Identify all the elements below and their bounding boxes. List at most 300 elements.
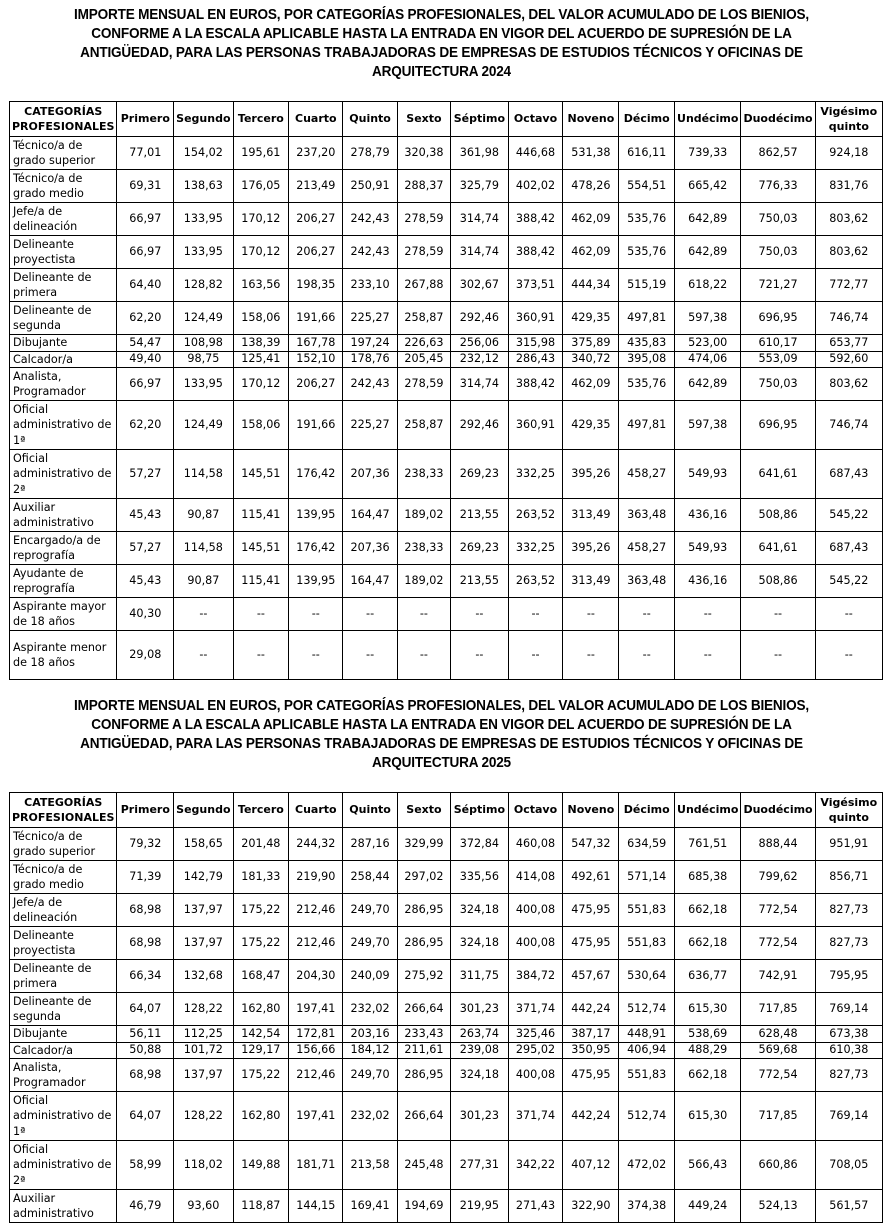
value-cell-noveno: 429,35	[563, 401, 619, 450]
value-cell-sexto: --	[397, 598, 450, 631]
value-cell-octavo: 371,74	[508, 1092, 563, 1141]
value-cell-noveno: 492,61	[563, 861, 619, 894]
value-cell-duodecimo: 696,95	[741, 401, 815, 450]
value-cell-sexto: --	[397, 631, 450, 680]
value-cell-tercero: 162,80	[233, 1092, 289, 1141]
title-line: CONFORME A LA ESCALA APLICABLE HASTA LA ENTRADA EN VIGOR DEL ACUERDO DE SUPRESIÓN DE LA	[91, 26, 792, 42]
value-cell-cuarto: 206,27	[289, 368, 343, 401]
value-cell-noveno: --	[563, 598, 619, 631]
column-header-octavo: Octavo	[508, 102, 563, 137]
value-cell-quinto: 164,47	[343, 499, 397, 532]
value-cell-tercero: 145,51	[233, 450, 289, 499]
value-cell-tercero: 175,22	[233, 1059, 289, 1092]
value-cell-quinto: 242,43	[343, 236, 397, 269]
value-cell-primero: 77,01	[117, 137, 174, 170]
value-cell-decimo: 458,27	[619, 532, 675, 565]
value-cell-tercero: 149,88	[233, 1141, 289, 1190]
value-cell-duodecimo: 776,33	[741, 170, 815, 203]
value-cell-noveno: 322,90	[563, 1190, 619, 1223]
header-row	[10, 793, 883, 828]
category-cell: Aspirante menor de 18 años	[10, 631, 117, 680]
value-cell-octavo: 388,42	[508, 236, 563, 269]
value-cell-quinto: 178,76	[343, 351, 397, 368]
value-cell-undecimo: 449,24	[675, 1190, 741, 1223]
value-cell-octavo: 360,91	[508, 302, 563, 335]
category-cell: Ayudante de reprografía	[10, 565, 117, 598]
value-cell-noveno: 442,24	[563, 993, 619, 1026]
value-cell-noveno: 475,95	[563, 894, 619, 927]
column-header-cuarto: Cuarto	[289, 793, 343, 828]
value-cell-primero: 79,32	[117, 828, 174, 861]
value-cell-vigesimo-quinto: --	[815, 598, 882, 631]
value-cell-tercero: 138,39	[233, 335, 289, 352]
value-cell-undecimo: 685,38	[675, 861, 741, 894]
category-cell: Delineante de primera	[10, 960, 117, 993]
value-cell-sexto: 189,02	[397, 499, 450, 532]
value-cell-tercero: 201,48	[233, 828, 289, 861]
value-cell-cuarto: 139,95	[289, 565, 343, 598]
value-cell-decimo: 616,11	[619, 137, 675, 170]
value-cell-septimo: 314,74	[451, 368, 508, 401]
value-cell-septimo: 324,18	[451, 894, 508, 927]
value-cell-segundo: 137,97	[174, 927, 233, 960]
value-cell-vigesimo-quinto: 673,38	[815, 1026, 882, 1043]
value-cell-octavo: 263,52	[508, 565, 563, 598]
category-cell: Auxiliar administrativo	[10, 499, 117, 532]
value-cell-vigesimo-quinto: 545,22	[815, 499, 882, 532]
value-cell-septimo: 256,06	[451, 335, 508, 352]
category-cell: Dibujante	[10, 1026, 117, 1043]
column-header-undecimo: Undécimo	[675, 102, 741, 137]
value-cell-segundo: 133,95	[174, 203, 233, 236]
value-cell-sexto: 258,87	[397, 401, 450, 450]
value-cell-segundo: 137,97	[174, 894, 233, 927]
value-cell-noveno: --	[563, 631, 619, 680]
value-cell-cuarto: 244,32	[289, 828, 343, 861]
column-header-segundo: Segundo	[174, 793, 233, 828]
value-cell-segundo: --	[174, 631, 233, 680]
value-cell-decimo: 571,14	[619, 861, 675, 894]
value-cell-sexto: 211,61	[397, 1042, 450, 1059]
value-cell-sexto: 275,92	[397, 960, 450, 993]
value-cell-decimo: 551,83	[619, 927, 675, 960]
value-cell-tercero: 181,33	[233, 861, 289, 894]
value-cell-sexto: 245,48	[397, 1141, 450, 1190]
value-cell-primero: 66,97	[117, 368, 174, 401]
value-cell-segundo: 98,75	[174, 351, 233, 368]
value-cell-tercero: --	[233, 631, 289, 680]
value-cell-noveno: 478,26	[563, 170, 619, 203]
value-cell-decimo: 535,76	[619, 203, 675, 236]
title-line: ARQUITECTURA 2024	[372, 64, 511, 80]
value-cell-septimo: --	[451, 598, 508, 631]
value-cell-duodecimo: --	[741, 631, 815, 680]
value-cell-segundo: 118,02	[174, 1141, 233, 1190]
value-cell-segundo: 133,95	[174, 368, 233, 401]
value-cell-octavo: 400,08	[508, 927, 563, 960]
value-cell-cuarto: 206,27	[289, 236, 343, 269]
value-cell-vigesimo-quinto: 769,14	[815, 1092, 882, 1141]
table-row-aspirante-menor-de-18-anos	[10, 631, 883, 680]
value-cell-cuarto: --	[289, 598, 343, 631]
value-cell-cuarto: 212,46	[289, 894, 343, 927]
value-cell-septimo: 232,12	[451, 351, 508, 368]
value-cell-noveno: 340,72	[563, 351, 619, 368]
value-cell-tercero: 142,54	[233, 1026, 289, 1043]
value-cell-septimo: 314,74	[451, 236, 508, 269]
table-row-analista-programador	[10, 1059, 883, 1092]
value-cell-quinto: 278,79	[343, 137, 397, 170]
value-cell-segundo: 154,02	[174, 137, 233, 170]
value-cell-duodecimo: 721,27	[741, 269, 815, 302]
value-cell-primero: 69,31	[117, 170, 174, 203]
column-header-segundo: Segundo	[174, 102, 233, 137]
table-row-ayudante-de-reprografia	[10, 565, 883, 598]
title-line: IMPORTE MENSUAL EN EUROS, POR CATEGORÍAS PROFESIONALES, DEL VALOR ACUMULADO DE LOS BIENIOS,	[74, 698, 809, 714]
category-cell: Técnico/a de grado medio	[10, 170, 117, 203]
table-row-delineante-proyectista	[10, 927, 883, 960]
value-cell-duodecimo: 742,91	[741, 960, 815, 993]
value-cell-quinto: 249,70	[343, 894, 397, 927]
value-cell-cuarto: 144,15	[289, 1190, 343, 1223]
value-cell-undecimo: 642,89	[675, 236, 741, 269]
value-cell-sexto: 205,45	[397, 351, 450, 368]
value-cell-segundo: 128,22	[174, 1092, 233, 1141]
value-cell-undecimo: 488,29	[675, 1042, 741, 1059]
value-cell-octavo: 332,25	[508, 450, 563, 499]
value-cell-cuarto: --	[289, 631, 343, 680]
category-cell: Aspirante mayor de 18 años	[10, 598, 117, 631]
value-cell-cuarto: 198,35	[289, 269, 343, 302]
value-cell-decimo: 497,81	[619, 302, 675, 335]
value-cell-primero: 40,30	[117, 598, 174, 631]
value-cell-undecimo: 662,18	[675, 894, 741, 927]
category-cell: Técnico/a de grado medio	[10, 861, 117, 894]
value-cell-decimo: 363,48	[619, 565, 675, 598]
table-row-dibujante	[10, 1026, 883, 1043]
value-cell-noveno: 462,09	[563, 203, 619, 236]
value-cell-octavo: 388,42	[508, 203, 563, 236]
value-cell-primero: 68,98	[117, 1059, 174, 1092]
value-cell-decimo: 395,08	[619, 351, 675, 368]
value-cell-primero: 66,97	[117, 203, 174, 236]
value-cell-tercero: 168,47	[233, 960, 289, 993]
column-header-undecimo: Undécimo	[675, 793, 741, 828]
value-cell-decimo: 634,59	[619, 828, 675, 861]
value-cell-segundo: 158,65	[174, 828, 233, 861]
value-cell-sexto: 278,59	[397, 203, 450, 236]
value-cell-sexto: 258,87	[397, 302, 450, 335]
value-cell-primero: 64,07	[117, 993, 174, 1026]
value-cell-septimo: 311,75	[451, 960, 508, 993]
value-cell-primero: 56,11	[117, 1026, 174, 1043]
value-cell-segundo: 132,68	[174, 960, 233, 993]
value-cell-quinto: 249,70	[343, 927, 397, 960]
value-cell-octavo: 325,46	[508, 1026, 563, 1043]
value-cell-noveno: 457,67	[563, 960, 619, 993]
value-cell-quinto: 207,36	[343, 450, 397, 499]
value-cell-tercero: 175,22	[233, 894, 289, 927]
table-row-aspirante-mayor-de-18-anos	[10, 598, 883, 631]
value-cell-decimo: 551,83	[619, 1059, 675, 1092]
value-cell-duodecimo: 508,86	[741, 565, 815, 598]
value-cell-octavo: 315,98	[508, 335, 563, 352]
value-cell-primero: 50,88	[117, 1042, 174, 1059]
value-cell-undecimo: 662,18	[675, 1059, 741, 1092]
value-cell-tercero: 163,56	[233, 269, 289, 302]
value-cell-cuarto: 212,46	[289, 1059, 343, 1092]
value-cell-sexto: 238,33	[397, 450, 450, 499]
value-cell-octavo: 400,08	[508, 1059, 563, 1092]
value-cell-noveno: 462,09	[563, 368, 619, 401]
column-header-decimo: Décimo	[619, 102, 675, 137]
value-cell-undecimo: 618,22	[675, 269, 741, 302]
value-cell-duodecimo: 799,62	[741, 861, 815, 894]
value-cell-octavo: 371,74	[508, 993, 563, 1026]
column-header-noveno: Noveno	[563, 102, 619, 137]
column-header-vigesimo-quinto: Vigésimo quinto	[815, 793, 882, 828]
value-cell-quinto: 207,36	[343, 532, 397, 565]
value-cell-tercero: 158,06	[233, 401, 289, 450]
value-cell-decimo: 497,81	[619, 401, 675, 450]
value-cell-octavo: 342,22	[508, 1141, 563, 1190]
value-cell-undecimo: 665,42	[675, 170, 741, 203]
value-cell-undecimo: 662,18	[675, 927, 741, 960]
value-cell-vigesimo-quinto: 687,43	[815, 532, 882, 565]
table-row-tecnico-a-de-grado-medio	[10, 861, 883, 894]
value-cell-primero: 68,98	[117, 894, 174, 927]
category-cell: Analista, Programador	[10, 1059, 117, 1092]
value-cell-tercero: 158,06	[233, 302, 289, 335]
column-header-septimo: Séptimo	[451, 102, 508, 137]
value-cell-quinto: 240,09	[343, 960, 397, 993]
value-cell-duodecimo: 610,17	[741, 335, 815, 352]
value-cell-duodecimo: 524,13	[741, 1190, 815, 1223]
value-cell-sexto: 266,64	[397, 1092, 450, 1141]
category-cell: Delineante de segunda	[10, 993, 117, 1026]
value-cell-primero: 62,20	[117, 401, 174, 450]
value-cell-cuarto: 176,42	[289, 450, 343, 499]
value-cell-vigesimo-quinto: 708,05	[815, 1141, 882, 1190]
value-cell-primero: 57,27	[117, 450, 174, 499]
value-cell-cuarto: 204,30	[289, 960, 343, 993]
column-header-sexto: Sexto	[397, 793, 450, 828]
value-cell-undecimo: 523,00	[675, 335, 741, 352]
value-cell-duodecimo: 772,54	[741, 1059, 815, 1092]
category-cell: Técnico/a de grado superior	[10, 137, 117, 170]
value-cell-undecimo: 642,89	[675, 203, 741, 236]
value-cell-segundo: 124,49	[174, 302, 233, 335]
table-row-delineante-proyectista	[10, 236, 883, 269]
column-header-septimo: Séptimo	[451, 793, 508, 828]
value-cell-decimo: 551,83	[619, 894, 675, 927]
value-cell-noveno: 395,26	[563, 532, 619, 565]
value-cell-decimo: --	[619, 598, 675, 631]
column-header-decimo: Décimo	[619, 793, 675, 828]
value-cell-primero: 71,39	[117, 861, 174, 894]
value-cell-sexto: 233,43	[397, 1026, 450, 1043]
value-cell-noveno: 395,26	[563, 450, 619, 499]
value-cell-noveno: 531,38	[563, 137, 619, 170]
category-cell: Delineante proyectista	[10, 927, 117, 960]
value-cell-cuarto: 191,66	[289, 401, 343, 450]
value-cell-octavo: 414,08	[508, 861, 563, 894]
value-cell-vigesimo-quinto: 827,73	[815, 1059, 882, 1092]
value-cell-septimo: 324,18	[451, 1059, 508, 1092]
value-cell-tercero: 115,41	[233, 499, 289, 532]
value-cell-decimo: 535,76	[619, 368, 675, 401]
value-cell-primero: 58,99	[117, 1141, 174, 1190]
value-cell-primero: 66,97	[117, 236, 174, 269]
header-row	[10, 102, 883, 137]
column-header-category: CATEGORÍAS PROFESIONALES	[10, 793, 117, 828]
value-cell-vigesimo-quinto: 951,91	[815, 828, 882, 861]
value-cell-septimo: 324,18	[451, 927, 508, 960]
value-cell-sexto: 329,99	[397, 828, 450, 861]
table-row-oficial-administrativo-de-1	[10, 401, 883, 450]
value-cell-septimo: 314,74	[451, 203, 508, 236]
value-cell-sexto: 194,69	[397, 1190, 450, 1223]
value-cell-septimo: 335,56	[451, 861, 508, 894]
value-cell-duodecimo: 862,57	[741, 137, 815, 170]
category-cell: Jefe/a de delineación	[10, 203, 117, 236]
value-cell-cuarto: 152,10	[289, 351, 343, 368]
table-row-dibujante	[10, 335, 883, 352]
value-cell-octavo: 332,25	[508, 532, 563, 565]
column-header-tercero: Tercero	[233, 102, 289, 137]
table-row-oficial-administrativo-de-2	[10, 450, 883, 499]
value-cell-undecimo: 615,30	[675, 1092, 741, 1141]
value-cell-vigesimo-quinto: 831,76	[815, 170, 882, 203]
value-cell-duodecimo: 628,48	[741, 1026, 815, 1043]
category-cell: Calcador/a	[10, 351, 117, 368]
value-cell-tercero: 145,51	[233, 532, 289, 565]
category-cell: Calcador/a	[10, 1042, 117, 1059]
value-cell-octavo: 286,43	[508, 351, 563, 368]
value-cell-sexto: 266,64	[397, 993, 450, 1026]
value-cell-noveno: 444,34	[563, 269, 619, 302]
value-cell-sexto: 286,95	[397, 927, 450, 960]
value-cell-cuarto: 237,20	[289, 137, 343, 170]
table-row-jefe-a-de-delineacion	[10, 203, 883, 236]
column-header-cuarto: Cuarto	[289, 102, 343, 137]
value-cell-tercero: 176,05	[233, 170, 289, 203]
value-cell-segundo: 114,58	[174, 532, 233, 565]
value-cell-vigesimo-quinto: 687,43	[815, 450, 882, 499]
value-cell-primero: 46,79	[117, 1190, 174, 1223]
value-cell-duodecimo: 717,85	[741, 993, 815, 1026]
value-cell-cuarto: 213,49	[289, 170, 343, 203]
value-cell-decimo: --	[619, 631, 675, 680]
value-cell-duodecimo: 717,85	[741, 1092, 815, 1141]
value-cell-septimo: 301,23	[451, 1092, 508, 1141]
value-cell-sexto: 320,38	[397, 137, 450, 170]
value-cell-primero: 68,98	[117, 927, 174, 960]
category-cell: Jefe/a de delineación	[10, 894, 117, 927]
value-cell-sexto: 286,95	[397, 894, 450, 927]
value-cell-decimo: 363,48	[619, 499, 675, 532]
value-cell-decimo: 515,19	[619, 269, 675, 302]
value-cell-septimo: 239,08	[451, 1042, 508, 1059]
table-row-auxiliar-administrativo	[10, 1190, 883, 1223]
value-cell-segundo: 90,87	[174, 565, 233, 598]
value-cell-cuarto: 197,41	[289, 993, 343, 1026]
value-cell-duodecimo: 750,03	[741, 368, 815, 401]
value-cell-sexto: 267,88	[397, 269, 450, 302]
value-cell-quinto: 169,41	[343, 1190, 397, 1223]
value-cell-septimo: 292,46	[451, 302, 508, 335]
value-cell-sexto: 226,63	[397, 335, 450, 352]
value-cell-septimo: 277,31	[451, 1141, 508, 1190]
value-cell-quinto: --	[343, 631, 397, 680]
value-cell-tercero: 162,80	[233, 993, 289, 1026]
value-cell-vigesimo-quinto: 803,62	[815, 203, 882, 236]
value-cell-octavo: 446,68	[508, 137, 563, 170]
table-row-delineante-de-segunda	[10, 993, 883, 1026]
value-cell-segundo: 114,58	[174, 450, 233, 499]
value-cell-undecimo: 436,16	[675, 499, 741, 532]
category-cell: Encargado/a de reprografía	[10, 532, 117, 565]
table-2025-title	[31, 697, 852, 773]
value-cell-noveno: 462,09	[563, 236, 619, 269]
table-row-tecnico-a-de-grado-superior	[10, 828, 883, 861]
value-cell-quinto: 232,02	[343, 993, 397, 1026]
value-cell-sexto: 286,95	[397, 1059, 450, 1092]
value-cell-cuarto: 191,66	[289, 302, 343, 335]
value-cell-octavo: 271,43	[508, 1190, 563, 1223]
value-cell-segundo: 138,63	[174, 170, 233, 203]
value-cell-vigesimo-quinto: 746,74	[815, 302, 882, 335]
value-cell-octavo: 360,91	[508, 401, 563, 450]
value-cell-decimo: 472,02	[619, 1141, 675, 1190]
value-cell-octavo: 384,72	[508, 960, 563, 993]
value-cell-undecimo: 636,77	[675, 960, 741, 993]
value-cell-segundo: 128,82	[174, 269, 233, 302]
value-cell-septimo: 219,95	[451, 1190, 508, 1223]
value-cell-decimo: 458,27	[619, 450, 675, 499]
column-header-octavo: Octavo	[508, 793, 563, 828]
value-cell-quinto: 184,12	[343, 1042, 397, 1059]
title-line: ANTIGÜEDAD, PARA LAS PERSONAS TRABAJADORAS DE EMPRESAS DE ESTUDIOS TÉCNICOS Y OFICINAS DE	[80, 45, 803, 61]
value-cell-primero: 45,43	[117, 565, 174, 598]
value-cell-septimo: 213,55	[451, 499, 508, 532]
value-cell-undecimo: --	[675, 598, 741, 631]
column-header-primero: Primero	[117, 793, 174, 828]
category-cell: Auxiliar administrativo	[10, 1190, 117, 1223]
value-cell-noveno: 375,89	[563, 335, 619, 352]
value-cell-sexto: 288,37	[397, 170, 450, 203]
table-row-delineante-de-segunda	[10, 302, 883, 335]
value-cell-cuarto: 197,41	[289, 1092, 343, 1141]
table-row-calcador-a	[10, 1042, 883, 1059]
value-cell-cuarto: 172,81	[289, 1026, 343, 1043]
value-cell-vigesimo-quinto: 856,71	[815, 861, 882, 894]
value-cell-primero: 62,20	[117, 302, 174, 335]
category-cell: Oficial administrativo de 1ª	[10, 1092, 117, 1141]
title-line: ANTIGÜEDAD, PARA LAS PERSONAS TRABAJADORAS DE EMPRESAS DE ESTUDIOS TÉCNICOS Y OFICINAS DE	[80, 736, 803, 752]
value-cell-tercero: 195,61	[233, 137, 289, 170]
value-cell-decimo: 512,74	[619, 993, 675, 1026]
value-cell-octavo: 373,51	[508, 269, 563, 302]
category-cell: Dibujante	[10, 335, 117, 352]
value-cell-vigesimo-quinto: 769,14	[815, 993, 882, 1026]
value-cell-tercero: 170,12	[233, 236, 289, 269]
value-cell-cuarto: 181,71	[289, 1141, 343, 1190]
value-cell-noveno: 350,95	[563, 1042, 619, 1059]
value-cell-undecimo: 597,38	[675, 302, 741, 335]
value-cell-duodecimo: 750,03	[741, 203, 815, 236]
value-cell-decimo: 435,83	[619, 335, 675, 352]
